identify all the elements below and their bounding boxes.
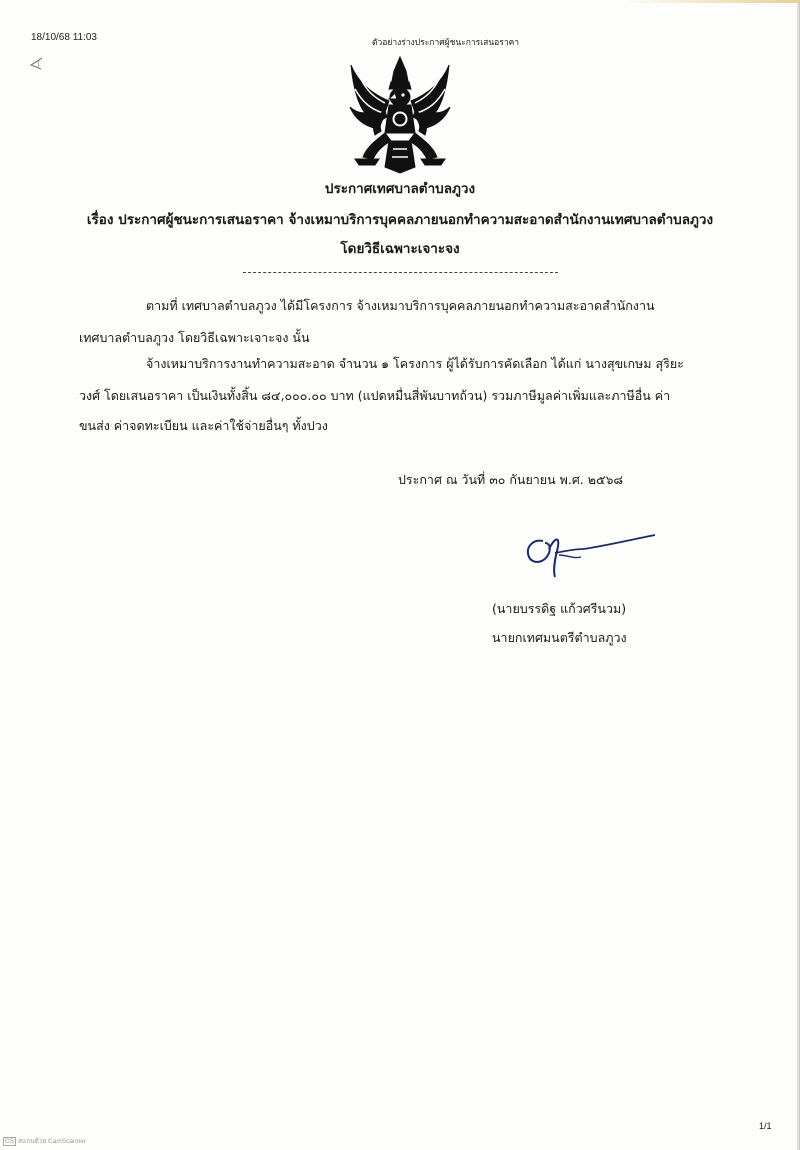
issue-date: ประกาศ ณ วันที่ ๓๐ กันยายน พ.ศ. ๒๕๖๘ xyxy=(398,472,624,487)
garuda-emblem-icon xyxy=(345,55,455,175)
handwritten-signature xyxy=(515,525,660,585)
body-paragraph-1-line-2: เทศบาลตำบลภูวง โดยวิธีเฉพาะเจาะจง นั้น xyxy=(79,330,310,345)
announcement-org-title: ประกาศเทศบาลตำบลภูวง xyxy=(324,181,476,197)
procurement-method: โดยวิธีเฉพาะเจาะจง xyxy=(340,241,460,257)
body-paragraph-2-line-1: จ้างเหมาบริการงานทำความสะอาด จำนวน ๑ โครงการ ผู้ได้รับการคัดเลือก ได้แก่ นางสุขเกษม สุริยะ xyxy=(146,356,684,371)
signer-title: นายกเทศมนตรีตำบลภูวง xyxy=(492,630,627,645)
body-paragraph-1-line-1: ตามที่ เทศบาลตำบลภูวง ได้มีโครงการ จ้างเหมาบริการบุคคลภายนอกทำความสะอาดสำนักงาน xyxy=(146,298,655,313)
pen-mark-icon xyxy=(28,56,46,72)
announcement-subject: เรื่อง ประกาศผู้ชนะการเสนอราคา จ้างเหมาบริการบุคคลภายนอกทำความสะอาดสำนักงานเทศบาลตำบลภูวง xyxy=(86,212,714,228)
dashed-divider xyxy=(243,272,558,273)
body-paragraph-2-line-3: ขนส่ง ค่าจดทะเบียน และค่าใช้จ่ายอื่นๆ ทั้งปวง xyxy=(79,418,328,433)
scanner-badge: CS xyxy=(5,1138,15,1145)
scanner-watermark xyxy=(3,1136,86,1146)
signer-name: (นายบรรดิฐ แก้วศรีนวม) xyxy=(492,601,627,616)
body-paragraph-2-line-2: วงศ์ โดยเสนอราคา เป็นเงินทั้งสิ้น ๘๔,๐๐๐.๐๐ บาท (แปดหมื่นสี่พันบาทถ้วน) รวมภาษีมูลค่าเพิ่มและภาษีอื่น ค่า xyxy=(79,388,671,403)
header-note: ตัวอย่างร่างประกาศผู้ชนะการเสนอราคา xyxy=(372,38,520,48)
print-timestamp: 18/10/68 11:03 xyxy=(31,32,97,43)
page-corner-tint xyxy=(620,0,800,3)
scanner-watermark-text: สแกนด้วย CamScanner xyxy=(18,1138,86,1145)
page-number: 1/1 xyxy=(759,1121,772,1131)
